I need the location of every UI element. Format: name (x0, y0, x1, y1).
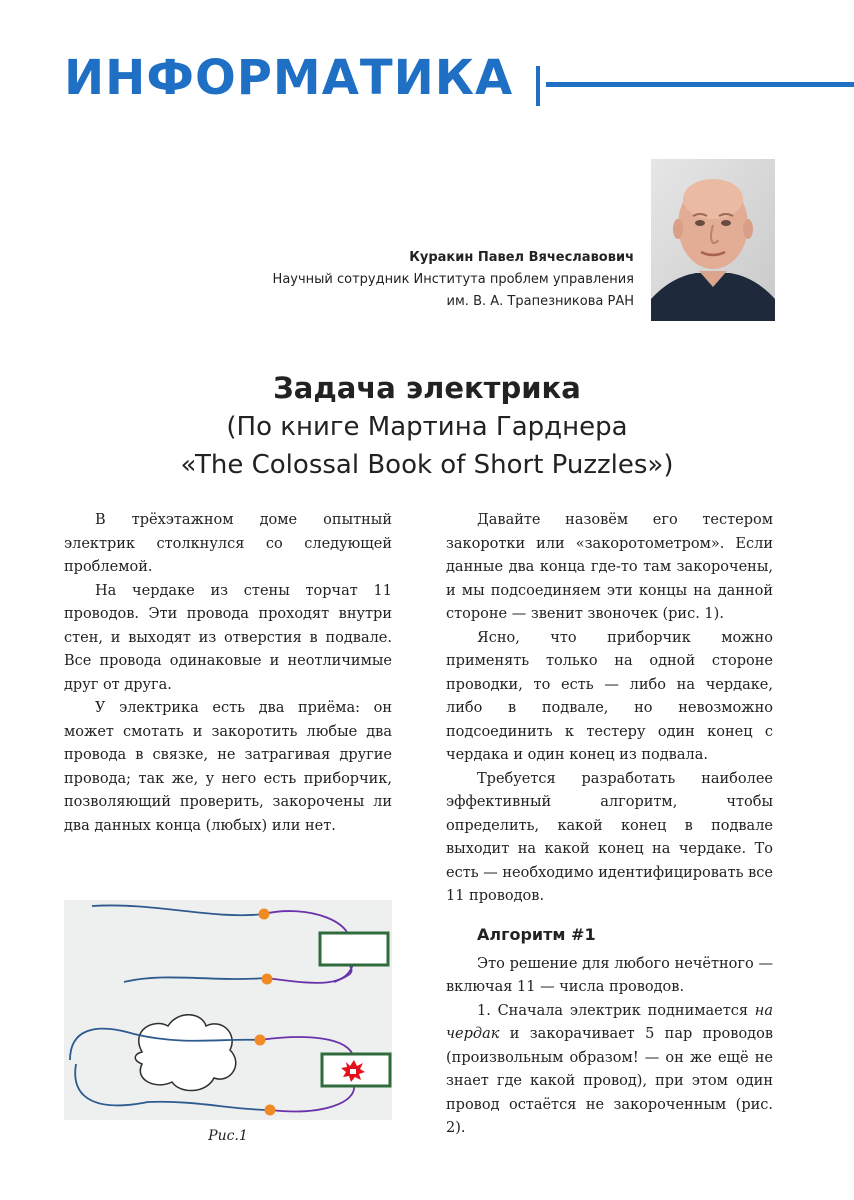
article-subtitle-line2: «The Colossal Book of Short Puzzles») (180, 450, 674, 480)
algorithm-heading: Алгоритм #1 (477, 924, 596, 944)
author-position-line1: Научный сотрудник Института проблем управления (272, 272, 634, 287)
figure-caption: Рис.1 (208, 1128, 248, 1144)
author-name: Куракин Павел Вячеславович (409, 250, 634, 265)
author-block (273, 247, 634, 313)
paragraph: В трёхэтажном доме опытный электрик столкнулся со следующей проблемой. (64, 512, 392, 575)
paragraph: Это решение для любого нечётного — включая 11 — числа проводов. (446, 955, 773, 995)
wire-end-dot (262, 974, 273, 985)
cloud (135, 1015, 236, 1091)
right-column (446, 509, 773, 1141)
step-italic-text: на чердак (446, 1002, 773, 1042)
wire-end-dot (259, 909, 270, 920)
paragraph: Ясно, что приборчик можно применять только на одной стороне проводки, то есть — либо на чердаке, либо в подвале, но невозможно подсоединить к тестеру один конец с чердака и один конец из подвала. (446, 629, 773, 763)
paragraph: Требуется разработать наиболее эффективный алгоритм, чтобы определить, какой конец в подвале выходит на какой конец на чердаке. То есть — необходимо идентифицировать все 11 проводов. (446, 770, 773, 904)
wire-end-dot (265, 1105, 276, 1116)
paragraph: Давайте назовём его тестером закоротки или «закоротометром». Если данные два конца где-то там закорочены, и мы подсоединяем эти концы на данной стороне — звенит звоночек (рис. 1). (446, 512, 773, 622)
step-text: и закорачивает 5 пар проводов (произвольным образом! — он же ещё не знает где какой провод), при этом один провод остаётся не закороченным (рис. 2). (446, 1026, 773, 1136)
article-subtitle-line1: (По книге Мартина Гарднера (226, 412, 628, 442)
paragraph: На чердаке из стены торчат 11 проводов. Эти провода проходят внутри стен, и выходят из отверстия в подвале. Все провода одинаковые и неотличимые друг от друга. (64, 582, 392, 693)
figure-wires (64, 900, 392, 1120)
section-title: ИНФОРМАТИКА (64, 50, 514, 106)
wire-end-dot (255, 1035, 266, 1046)
tester-box (320, 933, 388, 965)
left-column (64, 509, 392, 838)
author-position-line2: им. В. А. Трапезникова РАН (446, 294, 634, 309)
author-photo (651, 159, 775, 321)
article-title-block (0, 368, 854, 484)
paragraph (446, 1000, 773, 1141)
paragraph: У электрика есть два приёма: он может смотать и закоротить любые два провода в связке, не затрагивая другие провода; так же, у него есть приборчик, позволяющий проверить, закорочены ли два данных конца (любых) или нет. (64, 700, 392, 834)
header-rule-horizontal (546, 82, 854, 87)
step-text: 1. Сначала электрик поднимается (477, 1002, 755, 1019)
article-title: Задача электрика (273, 371, 581, 405)
header-rule-vertical (536, 66, 540, 106)
